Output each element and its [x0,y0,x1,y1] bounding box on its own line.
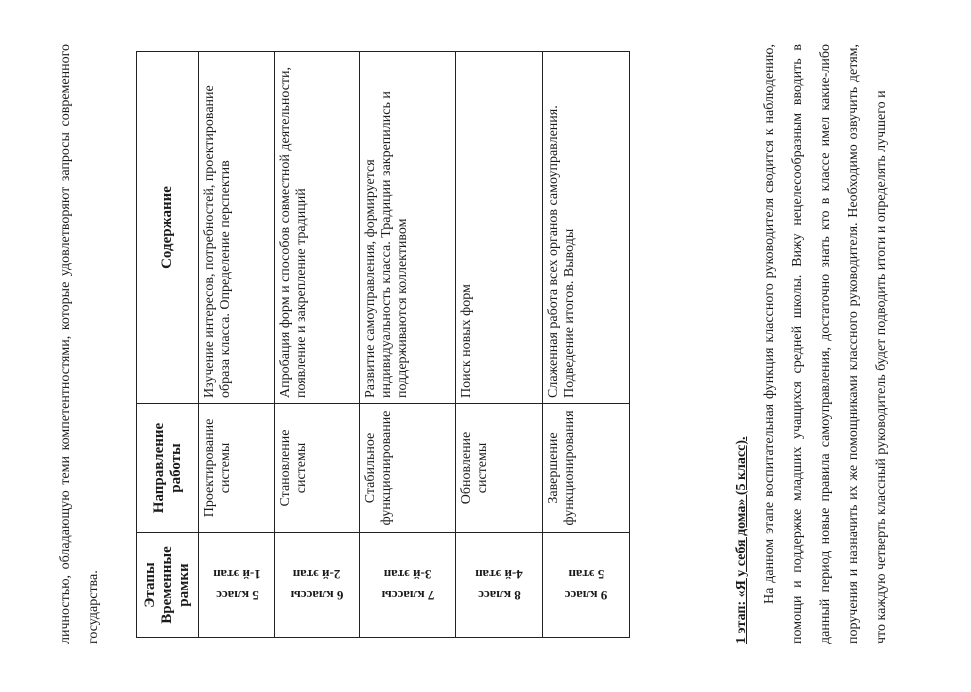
table-header-row [137,52,199,638]
table-row [199,52,275,638]
stage-label: 2-й этап [293,567,341,582]
content-cell: Изучение интересов, потребностей, проектирование образа класса. Определение перспектив [199,52,275,404]
section-heading: 1 этап: «Я у себя дома» (5 класс). [734,436,749,644]
content-cell: Поиск новых форм [456,52,543,404]
stage-cell [543,533,630,638]
header-stages: Этапы Временные рамки [137,533,199,638]
stage-cell [199,533,275,638]
content-cell: Слаженная работа всех органов самоуправления. Подведение итогов. Выводы [543,52,630,404]
stages-table [136,51,630,638]
stage-label: 4-й этап [475,567,523,582]
intro-paragraph: личностью, обладающую теми компетентностями, которые удовлетворяют запросы современного государства. [58,44,101,644]
stage-label: 3-й этап [383,567,432,582]
direction-cell: Завершение функционирования [543,404,630,533]
stage-period: 9 класс [564,588,608,603]
table-row [456,52,543,638]
table-row [543,52,630,638]
section-paragraph-text: На данном этапе воспитательная функция классного руководителя сводится к наблюдению, помощи и поддержке младших учащихся средней школы. Вижу нецелесообразным вводить в данный период новые правила самоуправления, достаточно знать кто в классе имел какие-либо поручения и назначить их же помощниками классного руководителя. Необходимо озвучить детям, что каждую четверть классный руководитель будет подводить итоги и определять лучшего и [762,44,889,644]
section-paragraph [756,44,896,644]
stage-period: 6 классы [290,588,344,603]
stage-period: 7 классы [381,588,434,603]
header-content: Содержание [137,52,199,404]
direction-cell: Обновление системы [456,404,543,533]
stage-period: 5 класс [215,588,258,603]
stage-period: 8 класс [477,588,521,603]
content-cell: Развитие самоуправления, формируется индивидуальность класса. Традиции закрепились и поддерживаются коллективом [360,52,456,404]
content-cell: Апробация форм и способов совместной деятельности, появление и закрепление традиций [275,52,360,404]
stage-cell [456,533,543,638]
direction-cell: Становление системы [275,404,360,533]
stage-label: 5 этап [568,567,604,582]
stage-cell [275,533,360,638]
stage-cell [360,533,456,638]
direction-cell: Стабильное функционирование [360,404,456,533]
stage-label: 1-й этап [212,567,261,582]
direction-cell: Проектирование системы [199,404,275,533]
table-row [360,52,456,638]
table-row [275,52,360,638]
header-direction: Направление работы [137,404,199,533]
